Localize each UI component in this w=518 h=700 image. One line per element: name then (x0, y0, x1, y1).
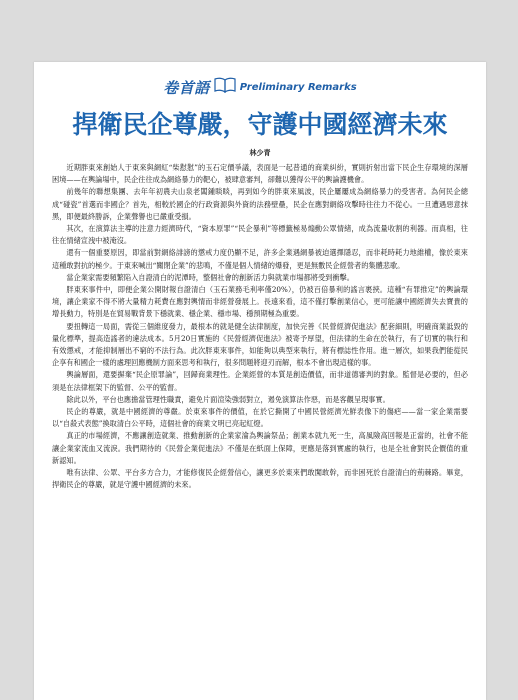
open-book-icon (214, 77, 236, 97)
paragraph: 前幾年的聯想集團、去年年初農夫山泉老闆鍾睒睒，再到如今的胖東來風波，民企屢屢成為網絡暴力的受害者。為何民企總成“碰瓷”首選而非國企？首先，相較於國企的行政資源與外資的法務壁壘，民企在應對網絡攻擊時往往力不從心。一旦遭遇惡意抹黑，即便最終勝訴，企業聲譽也已嚴重受損。 (52, 187, 468, 221)
magazine-page (34, 62, 486, 700)
paragraph: 唯有法律、公眾、平台多方合力，才能修復民企經營信心，讓更多於東來們敢闖敢幹，而非困死於自證清白的荊棘路。畢竟，捍衛民企的尊嚴，就是守護中國經濟的未來。 (52, 468, 468, 490)
column-name-english: Preliminary Remarks (239, 81, 357, 93)
paragraph: 要扭轉這一局面，需從三個維度發力，最根本的就是健全法律制度，加快完善《民營經濟促進法》配套細則，明確商業詆毀的量化標準，提高造謠者的違法成本。5月20日實施的《民營經濟促進法》被寄予厚望，但法律的生命在於執行，有了切實的執行和有效懲戒，才能抑制層出不窮的不法行為。此次胖東來事件，如能夠以典型來執行，將有標誌性作用。進一層次，如果我們能從民企享有和國企一樣的處理回應機制方面來思考和執行，很多問題將迎刃而解，根本不會出現這樣的事。 (52, 321, 468, 368)
article-title: 捍衛民企尊嚴，守護中國經濟未來 (72, 110, 448, 139)
article-author: 林少青 (249, 148, 271, 157)
paragraph: 民企的尊嚴，就是中國經濟的尊嚴。於東來事件的價值，在於它撕開了中國民營經濟光鮮表像下的傷疤——當一家企業需要以“自殺式表態”換取清白公平時，這個社會的商業文明已亮起紅燈。 (52, 407, 468, 429)
paragraph: 輿論層面，還要摒棄“民企原罪論”，回歸商業理性。企業經營的本質是創造價值，而非道德審判的對象。監督是必要的，但必須是在法律框架下的監督、公平的監督。 (52, 370, 468, 392)
paragraph: 除此以外，平台也應擔當管理性職責，避免片面渲染強弱對立，遏免演算法作惡，而是客觀呈現事實。 (66, 394, 390, 404)
article-body (52, 162, 468, 491)
paragraph: 當企業家需要頻繁陷入自證清白的泥潭時，整個社會的創新活力與就業市場都將受到衝擊。 (66, 272, 354, 282)
paragraph: 胖東來事件中，即便企業公開財報自證清白（玉石業務毛利率僅20%），仍被百倍暴利的謠言裹挾。這種“有罪推定”的輿論環境，讓企業家不得不將大量精力耗費在應對輿情而非經營發展上。長遠來看，這不僅打擊創業信心，更可能讓中國經濟失去寶貴的增長動力，特別是在貿易戰背景下穩就業、穩企業、穩市場、穩預期極為重要。 (52, 285, 468, 319)
paragraph: 真正的市場經濟，不應讓創造就業、推動創新的企業家淪為輿論祭品；創業本就九死一生，高風險高回報是正當的，社會不能讓企業家流血又流淚。我們期待的《民營企業促進法》不僅是在紙面上保障，更應是落到實處的執行，也是全社會對民企價值的重新認知。 (52, 431, 468, 465)
column-header (34, 72, 486, 102)
paragraph: 其次，在演算法主導的注意力經濟時代，“資本原罪”“民企暴利”等標籤極易煽動公眾情緒，成為流量收割的利器。而真相，往往在情緒宣洩中被淹沒。 (52, 224, 468, 246)
paragraph: 近期胖東來創始人于東來與網紅“柴懟懟”的玉石定價爭議，表面是一起普通的商業糾紛，實則折射出當下民企生存環境的深層困境——在輿論場中，民企往往成為網絡暴力的靶心，被肆意審判，卻難以獲得公平的輿論護機會。 (52, 163, 468, 185)
column-name: 卷首語 (163, 78, 210, 97)
paragraph: 還有一個重要原因，即當前對網絡誹謗的懲戒力度仍顯不足，許多企業遇網暴被迫選擇隱忍，而非耗時耗力地維權，像於東來這種敢對抗的極少。于東來喊出“關閉企業”的悲鳴，不僅是個人情緒的爆發，更是無數民企經營者的集體悲歌。 (52, 248, 468, 270)
